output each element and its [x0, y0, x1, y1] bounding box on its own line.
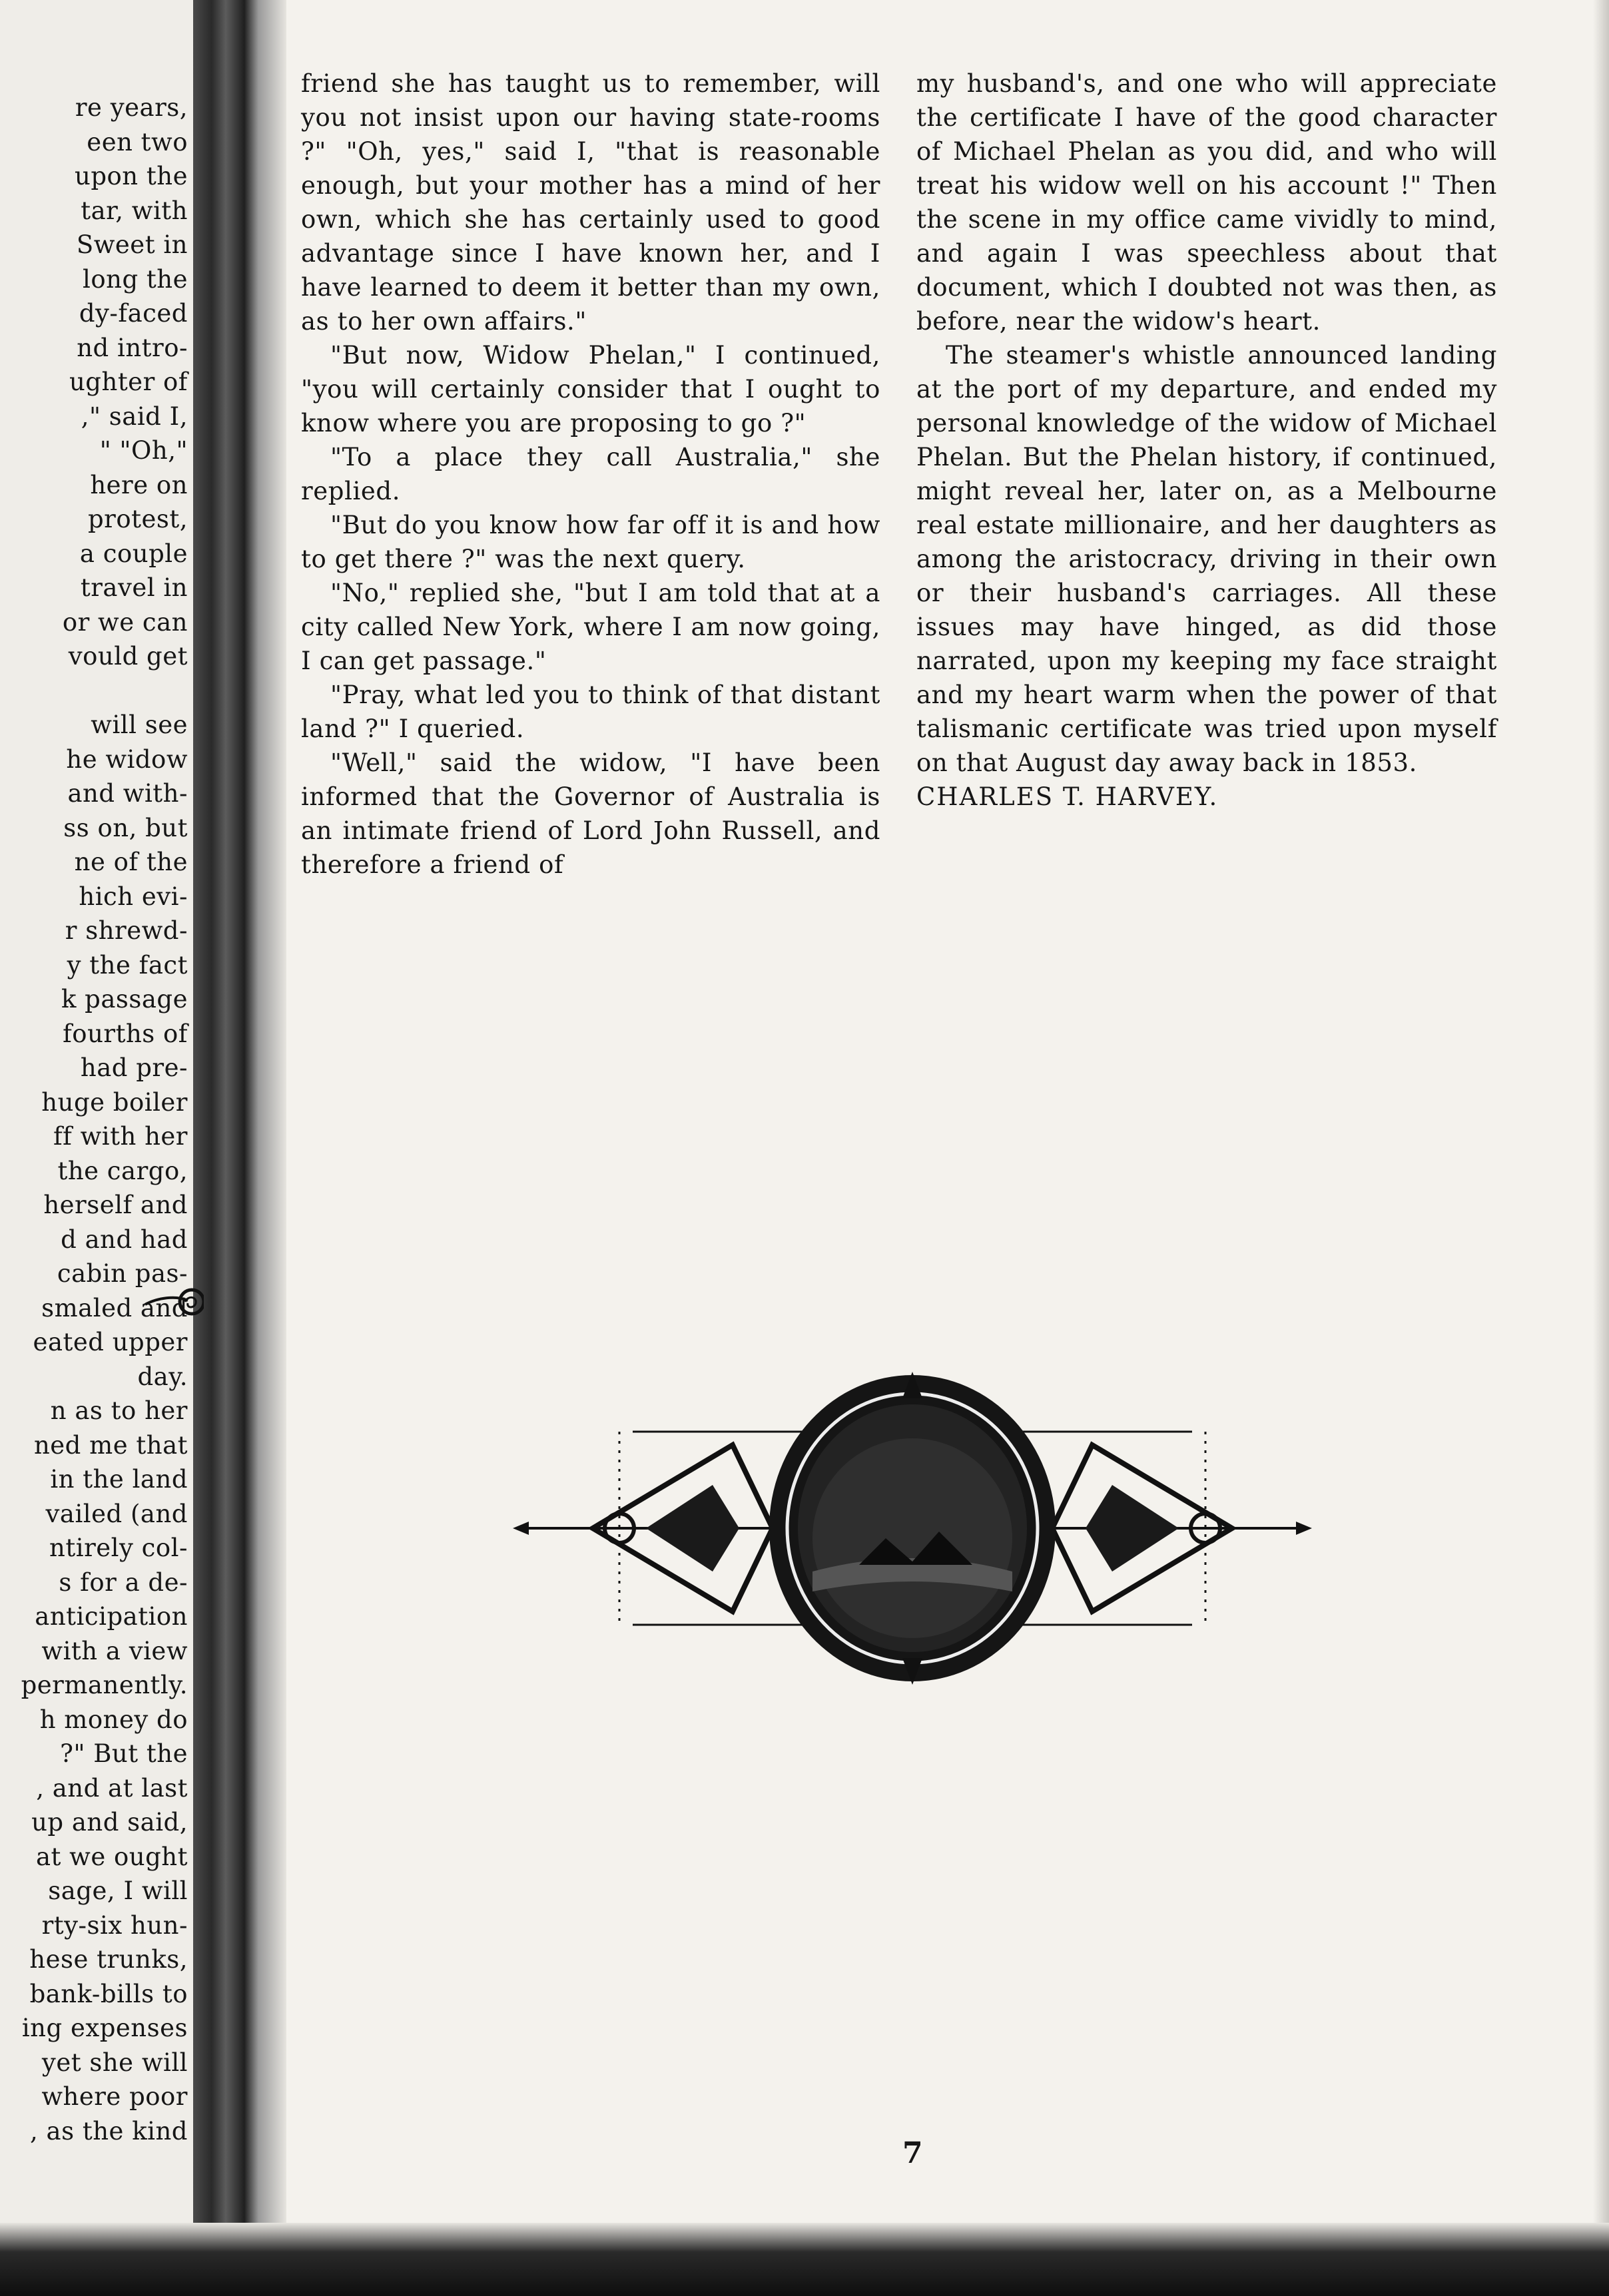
previous-page-line: een two: [87, 127, 188, 156]
previous-page-line: day.: [137, 1362, 188, 1391]
paragraph: "No," replied she, "but I am told that at a city called New York, where I am now going, I can get passage.": [301, 579, 880, 675]
previous-page-fragment: [0, 0, 200, 2296]
previous-page-line: y the fact: [67, 950, 188, 980]
previous-page-line: or we can: [62, 607, 188, 637]
previous-page-line: ss on, but: [63, 813, 188, 842]
page-number: 7: [902, 2136, 923, 2170]
paragraph: "But do you know how far off it is and how to get there ?" was the next query.: [301, 511, 880, 573]
previous-page-line: ?" But the: [60, 1739, 188, 1768]
previous-page-line: ntirely col-: [49, 1534, 188, 1562]
previous-page-line: tar, with: [81, 196, 188, 225]
text-column-right: [916, 67, 1497, 814]
previous-page-line: with a view: [41, 1636, 188, 1665]
previous-page-line: the cargo,: [57, 1156, 188, 1185]
previous-page-line: nd intro-: [77, 333, 188, 362]
previous-page-line: upon the: [75, 162, 188, 190]
previous-page-line: smaled and: [41, 1293, 188, 1322]
paragraph: "To a place they call Australia," she replied.: [301, 443, 880, 505]
previous-page-line: n as to her: [50, 1396, 188, 1425]
paragraph: my husband's, and one who will appreciate the certificate I have of the good character of Michael Phelan as you did, and who will treat his widow well on his account !" Then the scene in my office came vividly to mind, and again I was speechless about that document, which I doubted not was then, as before, near the widow's heart.: [916, 69, 1497, 336]
previous-page-line: where poor: [41, 2082, 188, 2111]
previous-page-line: long the: [83, 264, 188, 294]
book-gutter: [193, 0, 286, 2296]
paragraph: "Pray, what led you to think of that distant land ?" I queried.: [301, 681, 880, 743]
previous-page-line: yet she will: [41, 2048, 188, 2077]
previous-page-line: k passage: [61, 985, 188, 1013]
previous-page-line: ," said I,: [81, 402, 188, 431]
previous-page-line: up and said,: [31, 1808, 188, 1837]
previous-page-line: anticipation: [35, 1602, 188, 1631]
previous-page-line: herself and: [43, 1191, 188, 1219]
previous-page-line: hese trunks,: [29, 1945, 188, 1974]
previous-page-line: fourths of: [63, 1019, 188, 1048]
previous-page-line: d and had: [61, 1225, 188, 1254]
previous-page-line: ned me that: [33, 1430, 188, 1460]
previous-page-line: ne of the: [74, 848, 188, 876]
previous-page-line: travel in: [80, 573, 188, 602]
previous-page-line: " "Oh,": [99, 436, 188, 465]
previous-page-line: at we ought: [35, 1842, 188, 1871]
previous-page-line: re years,: [75, 93, 188, 122]
paragraph: "But now, Widow Phelan," I continued, "you will certainly consider that I ought to know where you are proposing to go ?": [301, 341, 880, 437]
text-column-middle: [301, 67, 880, 882]
previous-page-line: protest,: [87, 505, 188, 533]
previous-page-line: vould get: [68, 642, 188, 671]
engraved-medallion-ornament-icon: [513, 1372, 1312, 1685]
previous-page-line: he widow: [66, 744, 188, 774]
previous-page-line: cabin pas-: [57, 1259, 188, 1288]
previous-page-line: huge boiler: [41, 1087, 188, 1117]
previous-page-line: a couple: [79, 539, 188, 568]
previous-page-line: , as the kind: [30, 2116, 188, 2146]
handwritten-correction-mark: [144, 1282, 204, 1319]
previous-page-line: rty-six hun-: [41, 1910, 188, 1940]
previous-page-line: , and at last: [36, 1773, 188, 1803]
previous-page-line: h money do: [39, 1705, 188, 1734]
previous-page-line: bank-bills to: [29, 1979, 188, 2008]
previous-page-line: ff with her: [53, 1122, 188, 1151]
page-edge-shadow: [1593, 0, 1609, 2296]
previous-page-line: s for a de-: [59, 1568, 188, 1597]
previous-page-line: sage, I will: [48, 1876, 188, 1905]
paragraph: "Well," said the widow, "I have been informed that the Governor of Australia is an intimate friend of Lord John Russell, and therefore a friend of: [301, 748, 880, 879]
previous-page-line: hich evi-: [79, 882, 188, 911]
previous-page-line: and with-: [67, 779, 188, 808]
previous-page-line: ing expenses: [21, 2014, 188, 2042]
previous-page-line: r shrewd-: [65, 916, 188, 945]
previous-page-line: in the land: [50, 1465, 188, 1494]
previous-page-line: vailed (and: [45, 1499, 188, 1528]
previous-page-line: ughter of: [69, 368, 188, 396]
previous-page-line: eated upper: [33, 1328, 188, 1356]
previous-page-line: dy-faced: [79, 299, 188, 328]
author-signature: CHARLES T. HARVEY.: [916, 782, 1219, 811]
paragraph: friend she has taught us to remember, will you not insist upon our having state-rooms ?" "Oh, yes," said I, "that is reasonable enough, but your mother has a mind of her own, which she has certainly used to good advantage since I have known her, and I have learned to deem it better than my own, as to her own affairs.": [301, 69, 880, 336]
previous-page-line: Sweet in: [76, 230, 188, 259]
page-bottom-shadow: [0, 2223, 1609, 2296]
previous-page-line: will see: [91, 711, 188, 739]
previous-page-line: had pre-: [80, 1053, 188, 1082]
previous-page-line: permanently.: [21, 1671, 188, 1699]
previous-page-line: here on: [90, 470, 188, 499]
paragraph: The steamer's whistle announced landing at the port of my departure, and ended my personal knowledge of the widow of Michael Phelan. But the Phelan history, if continued, might reveal her, later on, as a Melbourne real estate millionaire, and her daughters as among the aristocracy, driving in their own or their husband's carriages. All these issues may have hinged, as did those narrated, upon my keeping my face straight and my heart warm when the power of that talismanic certificate was tried upon myself on that August day away back in 1853.: [916, 341, 1497, 777]
